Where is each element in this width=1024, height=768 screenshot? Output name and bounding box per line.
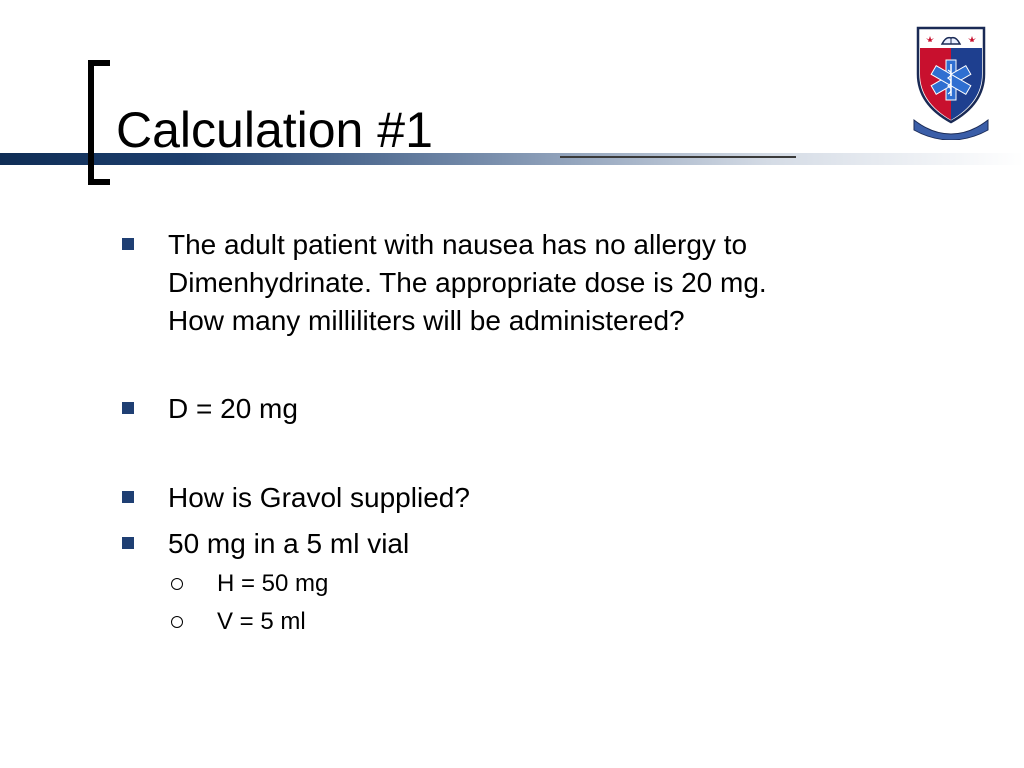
sub-bullet-marker (171, 578, 183, 590)
title-bracket (88, 60, 110, 185)
bullet-text: D = 20 mg (168, 393, 298, 424)
bullet-text: How many milliliters will be administered? (168, 305, 685, 336)
bullet-marker (122, 238, 134, 250)
bullet-text: 50 mg in a 5 ml vial (168, 528, 410, 559)
sub-bullet-text: V = 5 ml (217, 608, 306, 635)
bullet-marker (122, 402, 134, 414)
slide-title: Calculation #1 (116, 102, 433, 158)
college-crest-logo (912, 22, 990, 140)
bullet-marker (122, 537, 134, 549)
sub-bullet-text: H = 50 mg (217, 570, 329, 597)
bullet-text: Dimenhydrinate. The appropriate dose is 20 mg. (168, 267, 767, 298)
sub-bullet-marker (171, 616, 183, 628)
bullet-marker (122, 491, 134, 503)
bullet-text: How is Gravol supplied? (168, 482, 470, 513)
title-underline-rule (560, 156, 796, 158)
bullet-text: The adult patient with nausea has no allergy to (168, 229, 748, 260)
